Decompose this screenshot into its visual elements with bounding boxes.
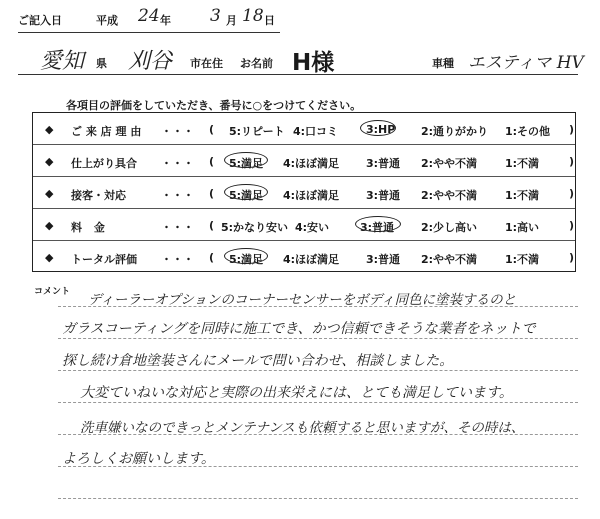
option-4[interactable]: 4:ほぼ満足 [283,253,340,266]
city-value: 刈谷 [128,49,173,74]
close-paren: ) [569,155,575,168]
comment-rule [58,498,578,499]
survey-row-service [33,177,575,209]
entry-date-label: ご記入日 [18,14,62,27]
bullet-icon: ◆ [45,219,54,232]
selection-circle [355,216,401,232]
city-label: 市在住 [190,57,223,70]
survey-dots: ・・・ [161,221,194,234]
survey-row-total [33,241,575,273]
selection-circle [224,248,268,264]
option-5[interactable]: 5:満足 [229,189,264,202]
selection-circle [224,184,268,200]
open-paren: ( [209,155,215,168]
open-paren: ( [209,251,215,264]
option-2[interactable]: 2:通りがかり [421,125,489,138]
bullet-icon: ◆ [45,155,54,168]
comment-rule [58,338,578,339]
comment-label: コメント [34,287,71,297]
survey-item-label: 料 金 [71,221,109,234]
comment-rule [58,402,578,403]
survey-item-label: ご 来 店 理 由 [71,125,142,138]
survey-dots: ・・・ [161,253,194,266]
comment-line-4: 大変ていねいな対応と実際の出来栄えには、とても満足しています。 [80,385,513,401]
close-paren: ) [569,123,575,136]
option-3[interactable]: 3:普通 [360,221,395,234]
survey-row-finish-quality [33,145,575,177]
survey-table [32,112,576,272]
option-4[interactable]: 4:ほぼ満足 [283,157,340,170]
option-5[interactable]: 5:リピート [229,125,285,138]
option-1[interactable]: 1:高い [505,221,540,234]
header-underline [18,74,578,75]
option-4[interactable]: 4:ほぼ満足 [283,189,340,202]
survey-dots: ・・・ [161,125,194,138]
car-model-value: エスティマ HV [468,53,584,73]
option-3[interactable]: 3:普通 [366,253,401,266]
day-value: 18 [242,6,264,26]
comment-line-3: 探し続け倉地塗装さんにメールで問い合わせ、相談しました。 [62,353,454,369]
option-2[interactable]: 2:やや不満 [421,253,478,266]
option-3[interactable]: 3:HP [366,123,396,136]
option-1[interactable]: 1:不満 [505,189,540,202]
option-4[interactable]: 4:安い [295,221,330,234]
prefecture-value: 愛知 [40,49,85,74]
option-3[interactable]: 3:普通 [366,189,401,202]
comment-line-6: よろしくお願いします。 [62,451,215,467]
survey-row-price [33,209,575,241]
customer-name: H様 [292,50,335,76]
open-paren: ( [209,123,215,136]
option-2[interactable]: 2:やや不満 [421,157,478,170]
option-2[interactable]: 2:やや不満 [421,189,478,202]
date-underline [18,32,280,33]
option-5[interactable]: 5:満足 [229,157,264,170]
close-paren: ) [569,219,575,232]
option-4[interactable]: 4:口コミ [293,125,339,138]
day-label: 日 [264,14,275,27]
name-label: お名前 [240,57,273,70]
option-1[interactable]: 1:不満 [505,157,540,170]
era-label: 平成 [96,14,118,27]
car-model-label: 車種 [432,57,454,70]
option-5[interactable]: 5:満足 [229,253,264,266]
selection-circle [224,152,268,168]
option-2[interactable]: 2:少し高い [421,221,478,234]
comment-line-1: ディーラーオプションのコーナーセンサーをボディ同色に塗装するのと [88,292,517,308]
comment-rule [58,370,578,371]
bullet-icon: ◆ [45,123,54,136]
survey-item-label: 仕上がり具合 [71,157,137,170]
survey-item-label: 接客・対応 [71,189,126,202]
survey-dots: ・・・ [161,189,194,202]
open-paren: ( [209,187,215,200]
bullet-icon: ◆ [45,251,54,264]
year-label: 年 [160,14,171,27]
instructions-text: 各項目の評価をしていただき、番号に○をつけてください。 [66,99,362,112]
bullet-icon: ◆ [45,187,54,200]
survey-row-visit-reason [33,113,575,145]
survey-dots: ・・・ [161,157,194,170]
prefecture-label: 県 [96,57,107,70]
option-3[interactable]: 3:普通 [366,157,401,170]
comment-line-5: 洗車嫌いなのできっとメンテナンスも依頼すると思いますが、その時は、 [80,420,525,436]
comment-line-2: ガラスコーティングを同時に施工でき、かつ信頼できそうな業者をネットで [62,321,536,337]
selection-circle [360,120,396,136]
year-value: 24 [138,6,160,26]
option-5[interactable]: 5:かなり安い [221,221,289,234]
open-paren: ( [209,219,215,232]
month-value: 3 [210,6,221,26]
close-paren: ) [569,251,575,264]
survey-item-label: トータル評価 [71,253,137,266]
option-1[interactable]: 1:その他 [505,125,551,138]
close-paren: ) [569,187,575,200]
month-label: 月 [226,14,237,27]
option-1[interactable]: 1:不満 [505,253,540,266]
